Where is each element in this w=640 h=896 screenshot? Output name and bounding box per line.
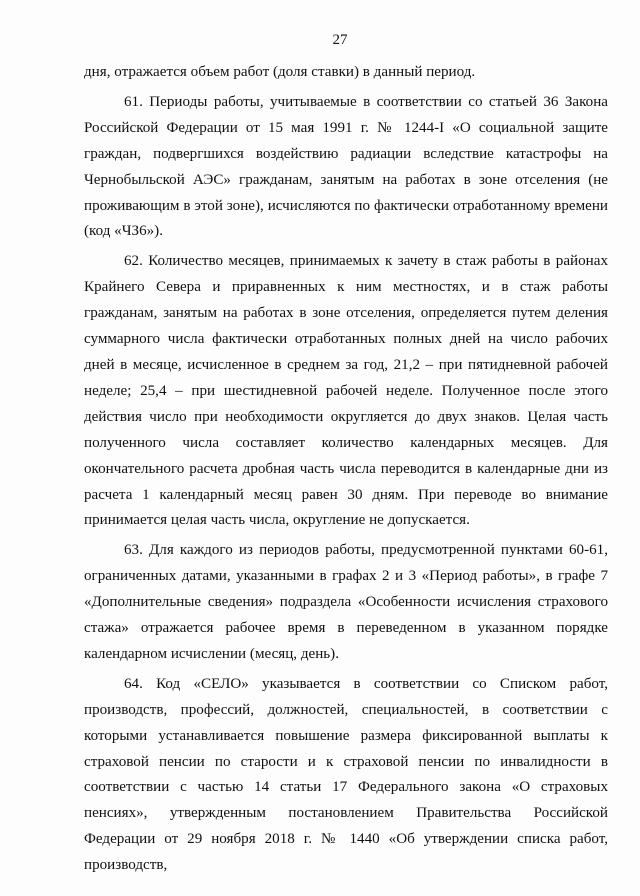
paragraph-63: 63. Для каждого из периодов работы, предусмотренной пунктами 60-61, ограниченных датами, указанными в графах 2 и 3 «Период работы», в графе 7 «Дополнительные сведения» подраздела «Особенности исчисления страхового стажа» отражается рабочее время в переведенном в указанном порядке календарном исчислении (месяц, день).	[84, 542, 608, 662]
page-number: 27	[332, 32, 348, 48]
document-body	[84, 60, 608, 879]
paragraph-61: 61. Периоды работы, учитываемые в соответствии со статьей 36 Закона Российской Федерации от 15 мая 1991 г. № 1244-I «О социальной защите граждан, подвергшихся воздействию радиации вследствие катастрофы на Чернобыльской АЭС» гражданам, занятым на работах в зоне отселения (не проживающим в этой зоне), исчисляются по фактически отработанному времени (код «ЧЗ6»).	[84, 93, 608, 240]
paragraph-64: 64. Код «СЕЛО» указывается в соответствии со Списком работ, производств, профессий, должностей, специальностей, в соответствии с которыми устанавливается повышение размера фиксированной выплаты к страховой пенсии по старости и к страховой пенсии по инвалидности в соответствии с частью 14 статьи 17 Федерального закона «О страховых пенсиях», утвержденным постановлением Правительства Российской Федерации от 29 ноября 2018 г. № 1440 «Об утверждении списка работ, производств,	[84, 675, 608, 874]
paragraph-continuation: дня, отражается объем работ (доля ставки) в данный период.	[84, 64, 476, 80]
paragraph-62: 62. Количество месяцев, принимаемых к зачету в стаж работы в районах Крайнего Севера и приравненных к ним местностях, и в стаж работы гражданам, занятым на работах в зоне отселения, определяется путем деления суммарного числа фактически отработанных полных дней на число рабочих дней в месяце, исчисленное в среднем за год, 21,2 – при пятидневной рабочей неделе; 25,4 – при шестидневной рабочей неделе. Полученное после этого действия число при необходимости округляется до двух знаков. Целая часть полученного числа составляет количество календарных месяцев. Для окончательного расчета дробная часть числа переводится в календарные дни из расчета 1 календарный месяц равен 30 дням. При переводе во внимание принимается целая часть числа, округление не допускается.	[84, 253, 608, 529]
